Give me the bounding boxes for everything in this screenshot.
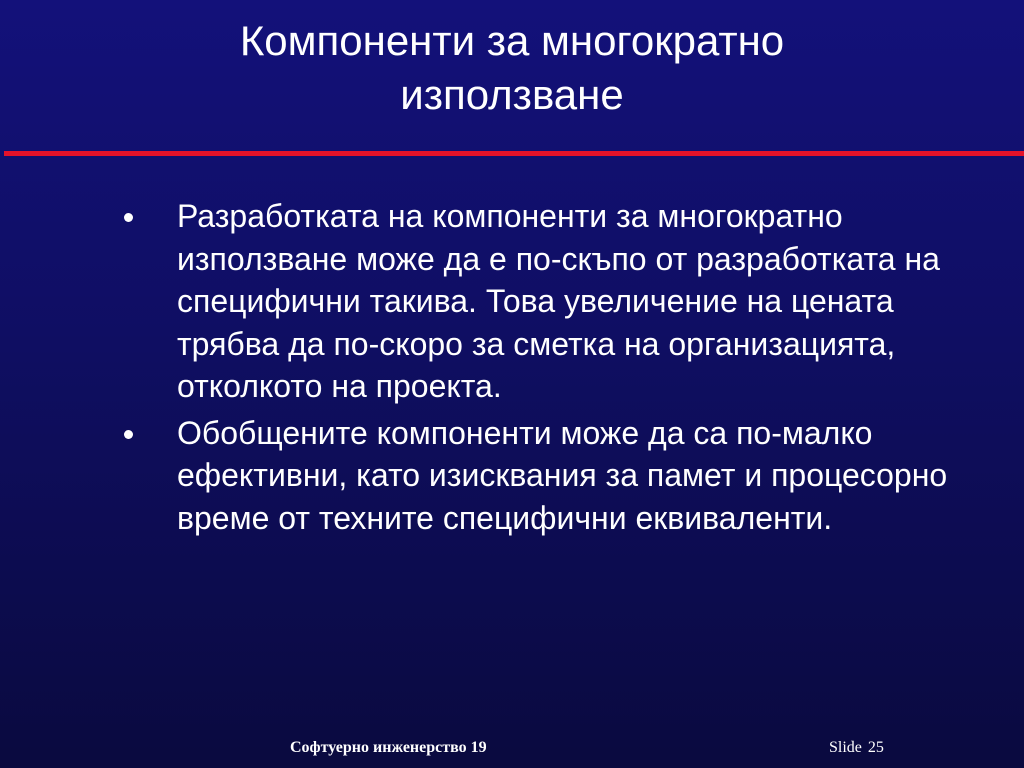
slide-title-line-2: използване	[400, 71, 624, 118]
slide-label: Slide	[829, 739, 862, 756]
footer-slide-number	[829, 739, 884, 757]
slide-title	[0, 14, 1024, 122]
bullet-dot-icon	[124, 430, 133, 439]
footer-course-name: Софтуерно инженерство 19	[290, 739, 487, 756]
bullet-dot-icon	[124, 213, 133, 222]
bullet-item	[120, 195, 980, 408]
bullet-item	[120, 412, 980, 540]
title-divider	[4, 151, 1024, 156]
bullet-text: Разработката на компоненти за многократно използване може да е по-скъпо от разработката на специфични такива. Това увеличение на цената трябва да по-скоро за сметка на организацията, отколкото на проекта.	[177, 198, 940, 404]
slide-title-line-1: Компоненти за многократно	[239, 17, 785, 64]
slide-number: 25	[867, 739, 884, 756]
bullet-list	[120, 195, 980, 543]
bullet-text: Обобщените компоненти може да са по-малко ефективни, като изисквания за памет и процесорно време от техните специфични еквиваленти.	[177, 414, 948, 536]
